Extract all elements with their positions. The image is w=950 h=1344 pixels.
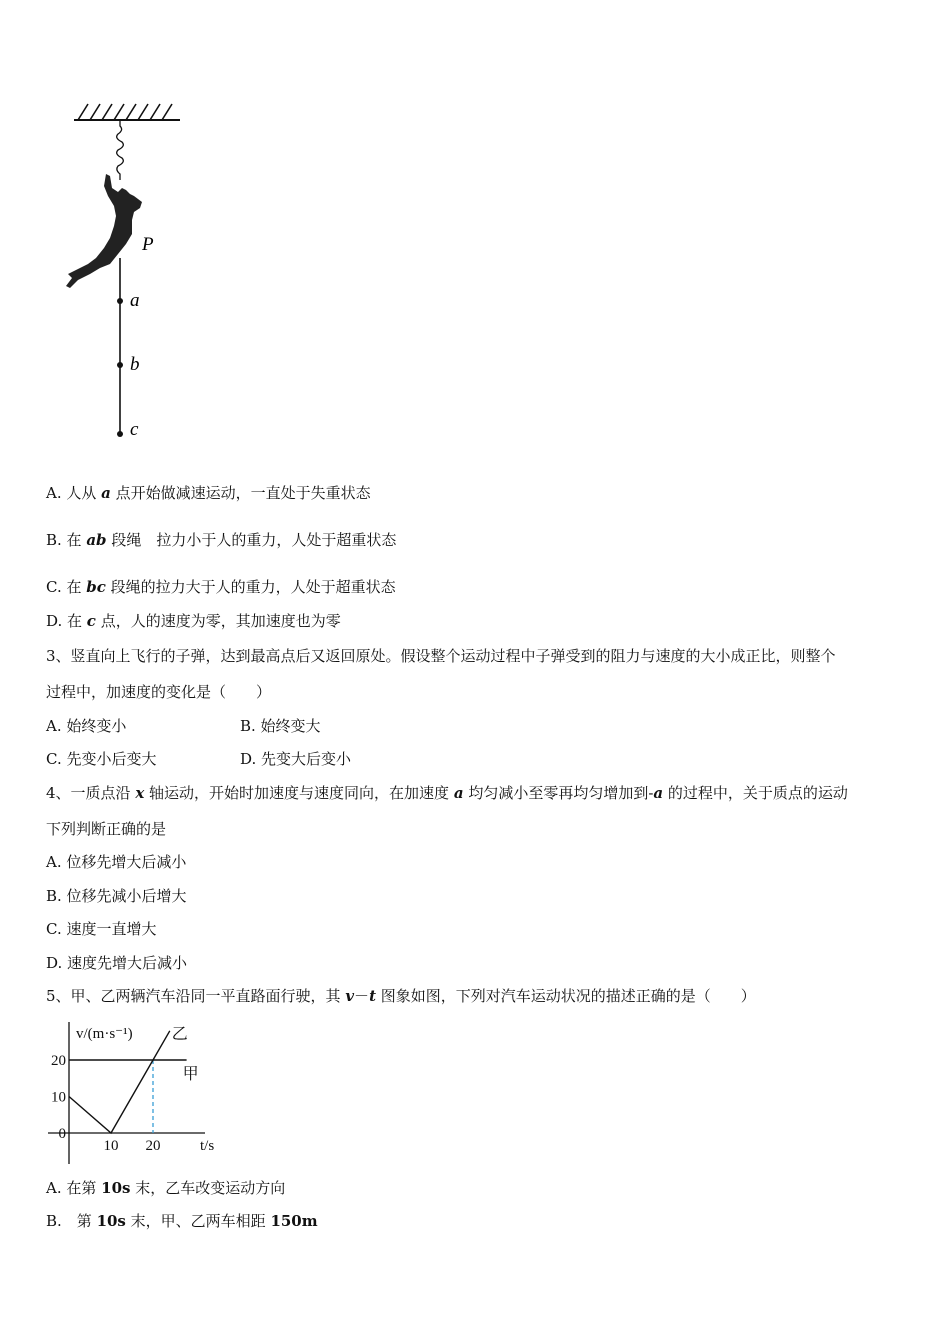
y-axis-label: v/(m·s⁻¹) bbox=[76, 1026, 133, 1042]
y-tick-label: 10 bbox=[51, 1089, 66, 1106]
q5-option-a-bold: 10s bbox=[101, 1179, 131, 1197]
series-label: 甲 bbox=[182, 1066, 199, 1083]
q5-option-a-text: A. 在第 bbox=[46, 1179, 102, 1197]
q2-option-c-var: bc bbox=[86, 578, 106, 596]
q4-option-a: A. 位移先增大后减小 bbox=[46, 853, 187, 871]
q4-var-a2: a bbox=[653, 784, 664, 802]
label-a: a bbox=[130, 290, 140, 311]
spring-segment bbox=[117, 120, 124, 180]
q4-var-a: a bbox=[453, 784, 464, 802]
q2-option-a-text: A. 人从 bbox=[46, 484, 102, 502]
q5-option-a-text2: 末，乙车改变运动方向 bbox=[130, 1179, 286, 1197]
ceiling-hatch bbox=[78, 104, 172, 120]
q3-option-a: A. 始终变小 bbox=[46, 717, 127, 735]
q5-option-b-text: B. 第 bbox=[46, 1212, 97, 1230]
q5-var-t: t bbox=[369, 987, 376, 1005]
q5-option-b bbox=[46, 1211, 318, 1231]
q3-option-b: B. 始终变大 bbox=[240, 717, 321, 735]
series-line-yi bbox=[69, 1031, 170, 1133]
q4-stem-text4: 的过程中，关于质点的运动 bbox=[663, 784, 848, 802]
vt-chart bbox=[40, 1016, 230, 1166]
label-c: c bbox=[130, 419, 139, 440]
q2-option-b-var: ab bbox=[86, 531, 107, 549]
q3-stem-line2: 过程中，加速度的变化是（ ） bbox=[46, 683, 272, 701]
label-b: b bbox=[130, 354, 140, 375]
q4-option-d: D. 速度先增大后减小 bbox=[46, 954, 188, 972]
q3-option-d: D. 先变大后变小 bbox=[240, 750, 352, 768]
q2-option-d-text2: 点，人的速度为零，其加速度也为零 bbox=[95, 612, 341, 630]
q5-option-b-text2: 末，甲、乙两车相距 bbox=[125, 1212, 271, 1230]
y-tick-label: 0 bbox=[58, 1126, 66, 1142]
bungee-figure bbox=[60, 98, 180, 443]
q4-option-c: C. 速度一直增大 bbox=[46, 920, 157, 938]
x-axis-label: t/s bbox=[200, 1138, 215, 1154]
point-c-dot bbox=[117, 431, 123, 437]
q2-option-b-text2: 段绳 拉力小于人的重力，人处于超重状态 bbox=[106, 531, 397, 549]
q3-stem-line1: 3、竖直向上飞行的子弹，达到最高点后又返回原处。假设整个运动过程中子弹受到的阻力与速度的大小成正比，则整个 bbox=[46, 647, 836, 665]
q4-option-b: B. 位移先减小后增大 bbox=[46, 887, 187, 905]
q4-stem-text2: 轴运动，开始时加速度与速度同向，在加速度 bbox=[144, 784, 454, 802]
q2-option-d-text: D. 在 bbox=[46, 612, 87, 630]
q2-option-c bbox=[46, 577, 396, 597]
q4-stem-line1 bbox=[46, 783, 848, 803]
q5-dash: － bbox=[354, 987, 370, 1005]
point-a-dot bbox=[117, 298, 123, 304]
q5-stem bbox=[46, 986, 756, 1006]
q5-option-b-bold2: 150m bbox=[270, 1212, 318, 1230]
person-silhouette bbox=[66, 174, 142, 288]
q4-stem-line2: 下列判断正确的是 bbox=[46, 820, 167, 838]
q2-option-c-text2: 段绳的拉力大于人的重力，人处于超重状态 bbox=[105, 578, 396, 596]
x-tick-label: 10 bbox=[103, 1138, 119, 1154]
q2-option-a-var: a bbox=[101, 484, 111, 502]
series-label: 乙 bbox=[171, 1025, 188, 1043]
q5-var-v: v bbox=[345, 987, 355, 1005]
q5-option-b-bold: 10s bbox=[96, 1212, 126, 1230]
q5-option-a bbox=[46, 1178, 285, 1198]
q2-option-a-text2: 点开始做减速运动，一直处于失重状态 bbox=[110, 484, 371, 502]
q5-stem-text2: 图象如图，下列对汽车运动状况的描述正确的是（ ） bbox=[376, 987, 756, 1005]
label-P: P bbox=[142, 234, 154, 255]
x-tick-label: 20 bbox=[145, 1138, 161, 1154]
point-b-dot bbox=[117, 362, 123, 368]
q2-option-a bbox=[46, 483, 371, 503]
q2-option-b bbox=[46, 530, 396, 550]
q5-stem-text: 5、甲、乙两辆汽车沿同一平直路面行驶，其 bbox=[46, 987, 346, 1005]
q4-var-x: x bbox=[135, 784, 145, 802]
q3-option-c: C. 先变小后变大 bbox=[46, 750, 157, 768]
y-tick-label: 20 bbox=[51, 1053, 66, 1069]
q2-option-b-text: B. 在 bbox=[46, 531, 87, 549]
q2-option-d bbox=[46, 611, 341, 631]
q2-option-c-text: C. 在 bbox=[46, 578, 87, 596]
q4-stem-text3: 均匀减小至零再均匀增加到- bbox=[463, 784, 654, 802]
q4-stem-text: 4、一质点沿 bbox=[46, 784, 136, 802]
q2-option-d-var: c bbox=[86, 612, 96, 630]
